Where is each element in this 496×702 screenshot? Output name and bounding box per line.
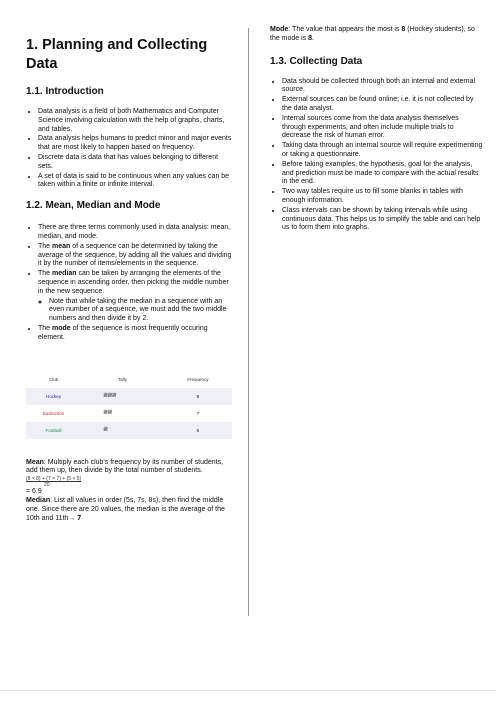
mode-explanation: Mode: The value that appears the most is 8 (Hockey students), so the mode is 8.	[270, 26, 475, 42]
club-cell: Badminton	[42, 410, 65, 416]
mean-formula-denominator: 20	[44, 482, 50, 489]
club-cell: Hockey	[26, 388, 81, 405]
list-item: • Two way tables require us to fill some blanks in tables with enough information.	[282, 188, 484, 206]
mean-explanation: Mean: Multiply each club's frequency by its number of students, add them up, then divide by the total number of students.	[26, 458, 224, 475]
mode-label: Mode	[270, 26, 289, 33]
list-item: • Before taking examples, the hypothesis, goal for the analysis, and prediction must be made to compare with the actual results in the end.	[282, 161, 484, 187]
term-mode: mode	[52, 324, 71, 332]
section-heading-collecting-data: 1.3. Collecting Data	[270, 55, 363, 67]
table-row	[26, 405, 232, 422]
list-item: • A set of data is said to be continuous when any values can be taken within a finite or infinite interval.	[38, 173, 232, 191]
frequency-cell: 7	[196, 410, 200, 416]
list-item: • Data analysis helps humans to predict minor and major events that are most likely to happen based on frequency.	[38, 135, 232, 153]
table-row	[26, 422, 232, 439]
page-footer-rule	[0, 690, 496, 691]
mean-label: Mean	[26, 458, 44, 466]
frequency-cell: 8	[164, 388, 232, 405]
tally-cell: 𝍸𝍸𝍸	[81, 388, 164, 405]
section-heading-introduction: 1.1. Introduction	[26, 86, 104, 97]
sub-list-item: ◦ Note that while taking the median in a sequence with an even number of a sequence, we must add the two middle numbers and then divide it by 2.	[49, 298, 232, 324]
list-item: • The mean of a sequence can be determined by taking the average of the sequence, by adding all the values and dividing it by the number of items/elements in the sequence.	[38, 243, 232, 269]
mean-formula	[26, 476, 232, 488]
club-cell: Football	[26, 422, 81, 439]
term-mean: mean	[52, 242, 71, 250]
page-title: 1. Planning and Collecting Data	[26, 37, 208, 72]
introduction-list	[26, 108, 232, 190]
median-value: 7	[77, 514, 82, 522]
section-heading-mean-median-mode: 1.2. Mean, Median and Mode	[26, 200, 161, 212]
list-item: • Discrete data is data that has values belonging to different sets.	[38, 154, 232, 172]
column-divider	[248, 28, 249, 616]
table-header-row	[26, 371, 232, 388]
median-explanation: Median: List all values in order (5s, 7s, 8s), then find the middle one. Since there are 20 values, the median is the average of the 10th and 11th→ 7	[26, 496, 225, 522]
club-frequency-table	[26, 371, 232, 439]
table-row	[26, 388, 232, 405]
list-item: • Internal sources come from the data analysis themselves through experiments, and often include multiple trials to decrease the risk of human error.	[282, 115, 484, 141]
list-item: • Data should be collected through both an internal and external source.	[282, 78, 484, 96]
left-column	[26, 0, 232, 523]
mean-median-mode-list	[26, 224, 232, 342]
collecting-data-list	[270, 78, 484, 234]
mean-result: = 6.9	[26, 488, 42, 496]
column-header-frequency: Frequency	[187, 376, 209, 382]
column-header-tally: Tally	[117, 376, 127, 382]
mean-formula-numerator: (8 × 8) + (7 × 7) + (5 × 5)	[26, 476, 82, 483]
list-item: • External sources can be found online; i.e. it is not collected by the data analyst.	[282, 96, 484, 114]
sub-list	[38, 298, 232, 324]
tally-cell: 𝍸𝍸	[103, 410, 112, 417]
list-item: • The median can be taken by arranging the elements of the sequence in ascending order, then picking the middle number in the new sequence. ◦ Note that while taking the median in a sequence with an even number of a sequence, we must add the two middle numbers and then divide it by 2.	[38, 270, 232, 324]
term-median: median	[52, 270, 77, 278]
frequency-cell: 5	[164, 422, 232, 439]
right-column	[270, 0, 484, 234]
list-item: • Taking data through an internal source will require experimenting or taking a questionnaire.	[282, 142, 484, 160]
median-label: Median	[26, 496, 51, 504]
list-item: • There are three terms commonly used in data analysis: mean, median, and mode.	[38, 224, 232, 242]
column-header-club: Club	[48, 376, 59, 382]
list-item: • Class intervals can be shown by taking intervals while using continuous data. This helps us to simplify the table and can help us to form them into graphs.	[282, 207, 484, 233]
list-item: • The mode of the sequence is most frequently occuring element.	[38, 325, 232, 343]
list-item: • Data analysis is a field of both Mathematics and Computer Science involving calculation with the help of graphs, charts, and tables.	[38, 108, 232, 134]
tally-cell: 𝍸	[81, 422, 164, 439]
